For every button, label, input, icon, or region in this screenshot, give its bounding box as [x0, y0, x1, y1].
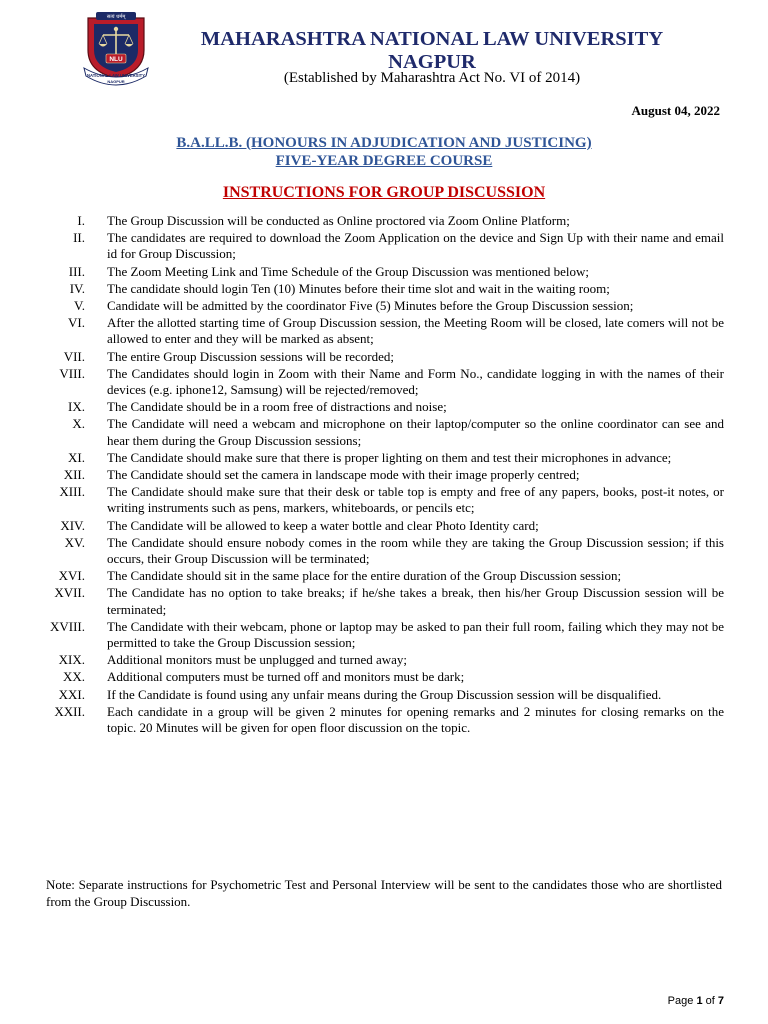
- list-item-text: Additional monitors must be unplugged and turned away;: [107, 652, 408, 668]
- list-item-number: X.: [72, 416, 85, 432]
- list-item-text: The Candidate with their webcam, phone or laptop may be asked to pan their full room, failing which they may not be permitted to take the Group Discussion session;: [107, 618, 724, 651]
- list-item-number: XIII.: [59, 484, 85, 500]
- list-item-number: V.: [74, 298, 85, 314]
- page-of: of: [705, 995, 715, 1007]
- list-item: [30, 230, 724, 262]
- list-item: [30, 484, 724, 516]
- list-item: [30, 281, 724, 297]
- list-item: [30, 704, 724, 736]
- list-item: [30, 652, 724, 668]
- logo-city-text: NAGPUR: [107, 79, 125, 84]
- list-item-number: XV.: [64, 534, 85, 550]
- established-line: (Established by Maharashtra Act No. VI of 2014): [283, 70, 581, 86]
- list-item: [30, 568, 724, 584]
- list-item: [30, 315, 724, 347]
- list-item-number: II.: [73, 230, 85, 246]
- list-item-text: Candidate will be admitted by the coordinator Five (5) Minutes before the Group Discussion session;: [107, 298, 634, 314]
- list-item-text: The Candidate should set the camera in landscape mode with their image properly centred;: [107, 467, 580, 483]
- page-label: Page: [667, 995, 694, 1007]
- list-item-number: XXII.: [54, 703, 85, 719]
- list-item-number: VIII.: [59, 365, 85, 381]
- list-item-text: Additional computers must be turned off and monitors must be dark;: [107, 669, 465, 685]
- list-item-number: XIX.: [58, 652, 85, 668]
- list-item-text: The Group Discussion will be conducted as Online proctored via Zoom Online Platform;: [107, 213, 570, 228]
- university-name: MAHARASHTRA NATIONAL LAW UNIVERSITY: [200, 28, 664, 50]
- list-item-text: The Candidate has no option to take breaks; if he/she takes a break, then his/her Group Discussion session will be terminated;: [107, 585, 724, 617]
- list-item-number: XI.: [68, 449, 85, 465]
- list-item-number: XII.: [63, 467, 85, 483]
- logo-ribbon-text: NATIONAL LAW UNIVERSITY: [86, 73, 146, 78]
- list-item-text: The Candidate should sit in the same place for the entire duration of the Group Discussion session;: [107, 568, 622, 584]
- list-item: [30, 349, 724, 365]
- list-item-number: XVIII.: [49, 618, 85, 634]
- list-item: [30, 467, 724, 483]
- list-item-text: The Zoom Meeting Link and Time Schedule of the Group Discussion was mentioned below;: [107, 263, 590, 279]
- list-item: [30, 518, 724, 534]
- list-item-text: If the Candidate is found using any unfair means during the Group Discussion session will be disqualified.: [107, 686, 662, 702]
- course-subtitle: FIVE-YEAR DEGREE COURSE: [275, 153, 493, 169]
- list-item: [30, 264, 724, 280]
- list-item-number: VII.: [63, 348, 85, 364]
- list-item-number: XXI.: [58, 686, 85, 702]
- list-item-text: The Candidate should ensure nobody comes in the room while they are taking the Group Discussion session; if this occurs, their Group Discussion will be terminated;: [107, 534, 724, 567]
- list-item: [30, 366, 724, 398]
- list-item-text: The candidate should login Ten (10) Minutes before their time slot and wait in the waiting room;: [107, 280, 610, 296]
- instructions-list: [30, 213, 724, 737]
- course-heading: [0, 134, 768, 170]
- list-item-number: XIV.: [60, 517, 85, 533]
- course-title: B.A.LL.B. (HONOURS IN ADJUDICATION AND JUSTICING): [176, 135, 592, 151]
- list-item-text: After the allotted starting time of Group Discussion session, the Meeting Room will be closed, late comers will not be allowed to enter and they will be marked as absent;: [107, 315, 724, 347]
- list-item-number: XVII.: [54, 585, 85, 601]
- list-item-text: The candidates are required to download the Zoom Application on the device and Sign Up with their name and email id for Group Discussion;: [107, 230, 724, 262]
- list-item: [30, 298, 724, 314]
- list-item-text: The Candidate will need a webcam and microphone on their laptop/computer so the online coordinator can see and hear them during the Group Discussion sessions;: [107, 416, 724, 448]
- list-item-text: Each candidate in a group will be given 2 minutes for opening remarks and 2 minutes for closing remarks on the topic. 20 Minutes will be given for open floor discussion on the topic.: [107, 703, 724, 736]
- list-item-text: The Candidate should make sure that there is proper lighting on them and test their microphones in advance;: [107, 449, 672, 465]
- list-item-text: The entire Group Discussion sessions will be recorded;: [107, 348, 395, 364]
- list-item-number: III.: [68, 263, 85, 279]
- list-item: [30, 416, 724, 448]
- page-current: 1: [696, 995, 703, 1007]
- list-item-text: The Candidates should login in Zoom with their Name and Form No., candidate logging in with the names of their devices (e.g. iphone12, Samsung) will be rejected/removed;: [107, 365, 724, 398]
- list-item-number: I.: [77, 213, 85, 228]
- page-number: [668, 995, 724, 1007]
- university-logo: [66, 10, 166, 88]
- list-item-number: VI.: [68, 315, 85, 331]
- list-item-number: XVI.: [58, 568, 85, 584]
- list-item-text: The Candidate should make sure that their desk or table top is empty and free of any papers, books, post-it notes, or writing instruments such as pens, markers, whiteboards, or pencils etc;: [107, 484, 724, 516]
- list-item: [30, 687, 724, 703]
- logo-motto: सत्यं धर्मम्: [106, 14, 126, 21]
- list-item: [30, 585, 724, 617]
- list-item-number: IV.: [69, 280, 85, 296]
- list-item-number: XX.: [62, 669, 85, 685]
- list-item: [30, 535, 724, 567]
- document-date: August 04, 2022: [631, 103, 720, 118]
- list-item: [30, 669, 724, 685]
- note-text: Note: Separate instructions for Psychometric Test and Personal Interview will be sent to the candidates those who are shortlisted from the Group Discussion.: [46, 877, 722, 909]
- university-title: [162, 28, 702, 74]
- list-item-text: The Candidate will be allowed to keep a water bottle and clear Photo Identity card;: [107, 517, 539, 533]
- list-item-number: IX.: [68, 399, 85, 415]
- university-city: NAGPUR: [388, 51, 476, 73]
- list-item: [30, 399, 724, 415]
- page-total: 7: [717, 995, 724, 1007]
- instructions-heading: INSTRUCTIONS FOR GROUP DISCUSSION: [222, 184, 546, 201]
- list-item: [30, 213, 724, 229]
- logo-badge-text: NLU: [109, 56, 123, 63]
- list-item: [30, 619, 724, 651]
- list-item: [30, 450, 724, 466]
- list-item-text: The Candidate should be in a room free of distractions and noise;: [107, 399, 447, 415]
